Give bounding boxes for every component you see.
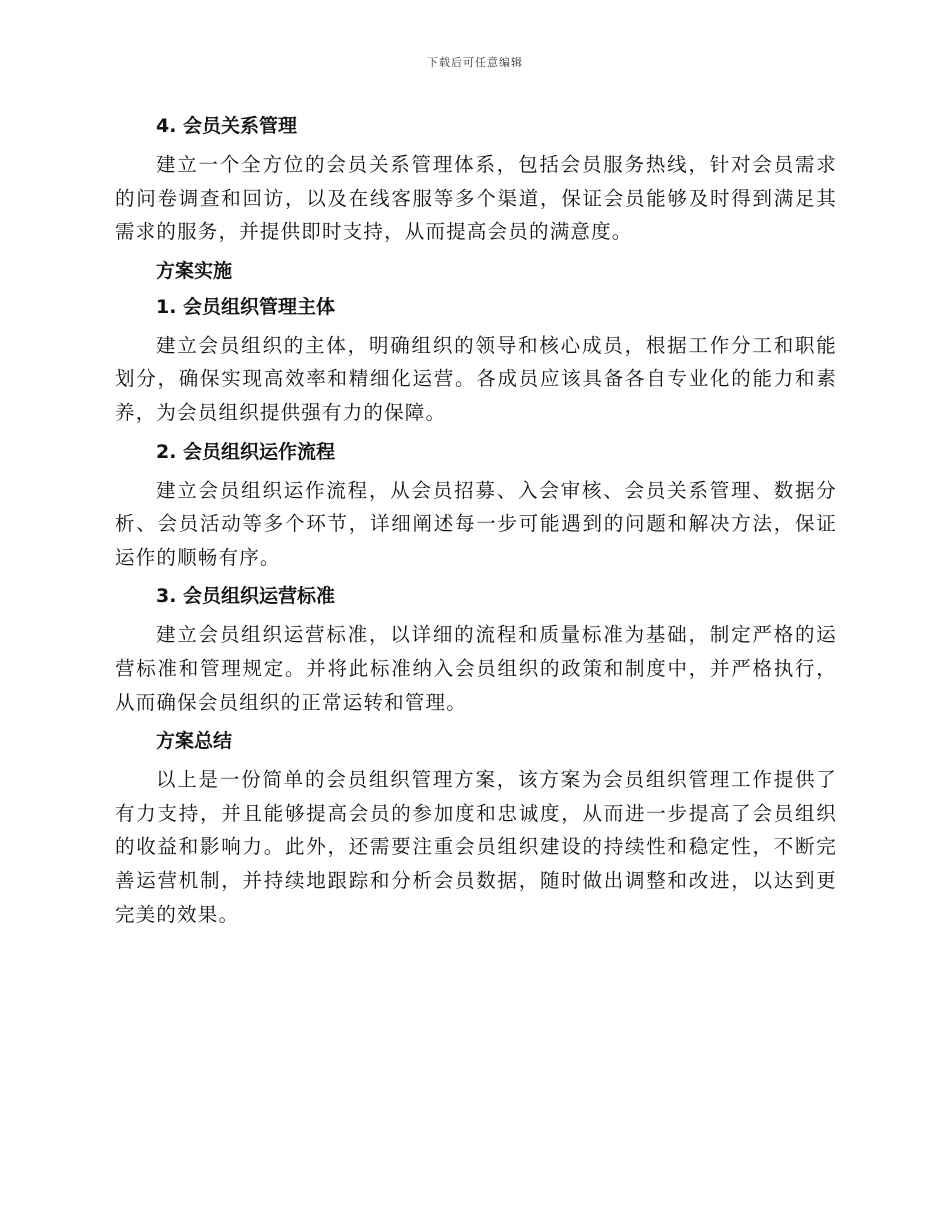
section-heading-operation-standards: 3. 会员组织运营标准 [156, 585, 336, 608]
section-paragraph-operation-standards: 建立会员组织运营标准，以详细的流程和质量标准为基础，制定严格的运营标准和管理规定。并将此标准纳入会员组织的政策和制度中，并严格执行，从而确保会员组织的正常运转和管理。 [115, 623, 837, 714]
section-heading-summary: 方案总结 [156, 730, 233, 753]
section-paragraph-member-relations: 建立一个全方位的会员关系管理体系，包括会员服务热线，针对会员需求的问卷调查和回访，以及在线客服等多个渠道，保证会员能够及时得到满足其需求的服务，并提供即时支持，从而提高会员的满意度。 [115, 153, 837, 244]
section-heading-implementation: 方案实施 [156, 259, 233, 282]
section-paragraph-management-body: 建立会员组织的主体，明确组织的领导和核心成员，根据工作分工和职能划分，确保实现高效率和精细化运营。各成员应该具备各自专业化的能力和素养，为会员组织提供强有力的保障。 [115, 333, 837, 424]
section-paragraph-summary: 以上是一份简单的会员组织管理方案，该方案为会员组织管理工作提供了有力支持，并且能够提高会员的参加度和忠诚度，从而进一步提高了会员组织的收益和影响力。此外，还需要注重会员组织建设的持续性和稳定性，不断完善运营机制，并持续地跟踪和分析会员数据，随时做出调整和改进，以达到更完美的效果。 [115, 768, 837, 926]
section-paragraph-operation-process: 建立会员组织运作流程，从会员招募、入会审核、会员关系管理、数据分析、会员活动等多个环节，详细阐述每一步可能遇到的问题和解决方法，保证运作的顺畅有序。 [115, 478, 837, 569]
document-body [115, 112, 837, 939]
section-heading-operation-process: 2. 会员组织运作流程 [156, 440, 336, 463]
section-heading-member-relations: 4. 会员关系管理 [156, 115, 298, 137]
page-header-watermark: 下载后可任意编辑 [427, 56, 523, 69]
section-heading-management-body: 1. 会员组织管理主体 [156, 295, 336, 318]
